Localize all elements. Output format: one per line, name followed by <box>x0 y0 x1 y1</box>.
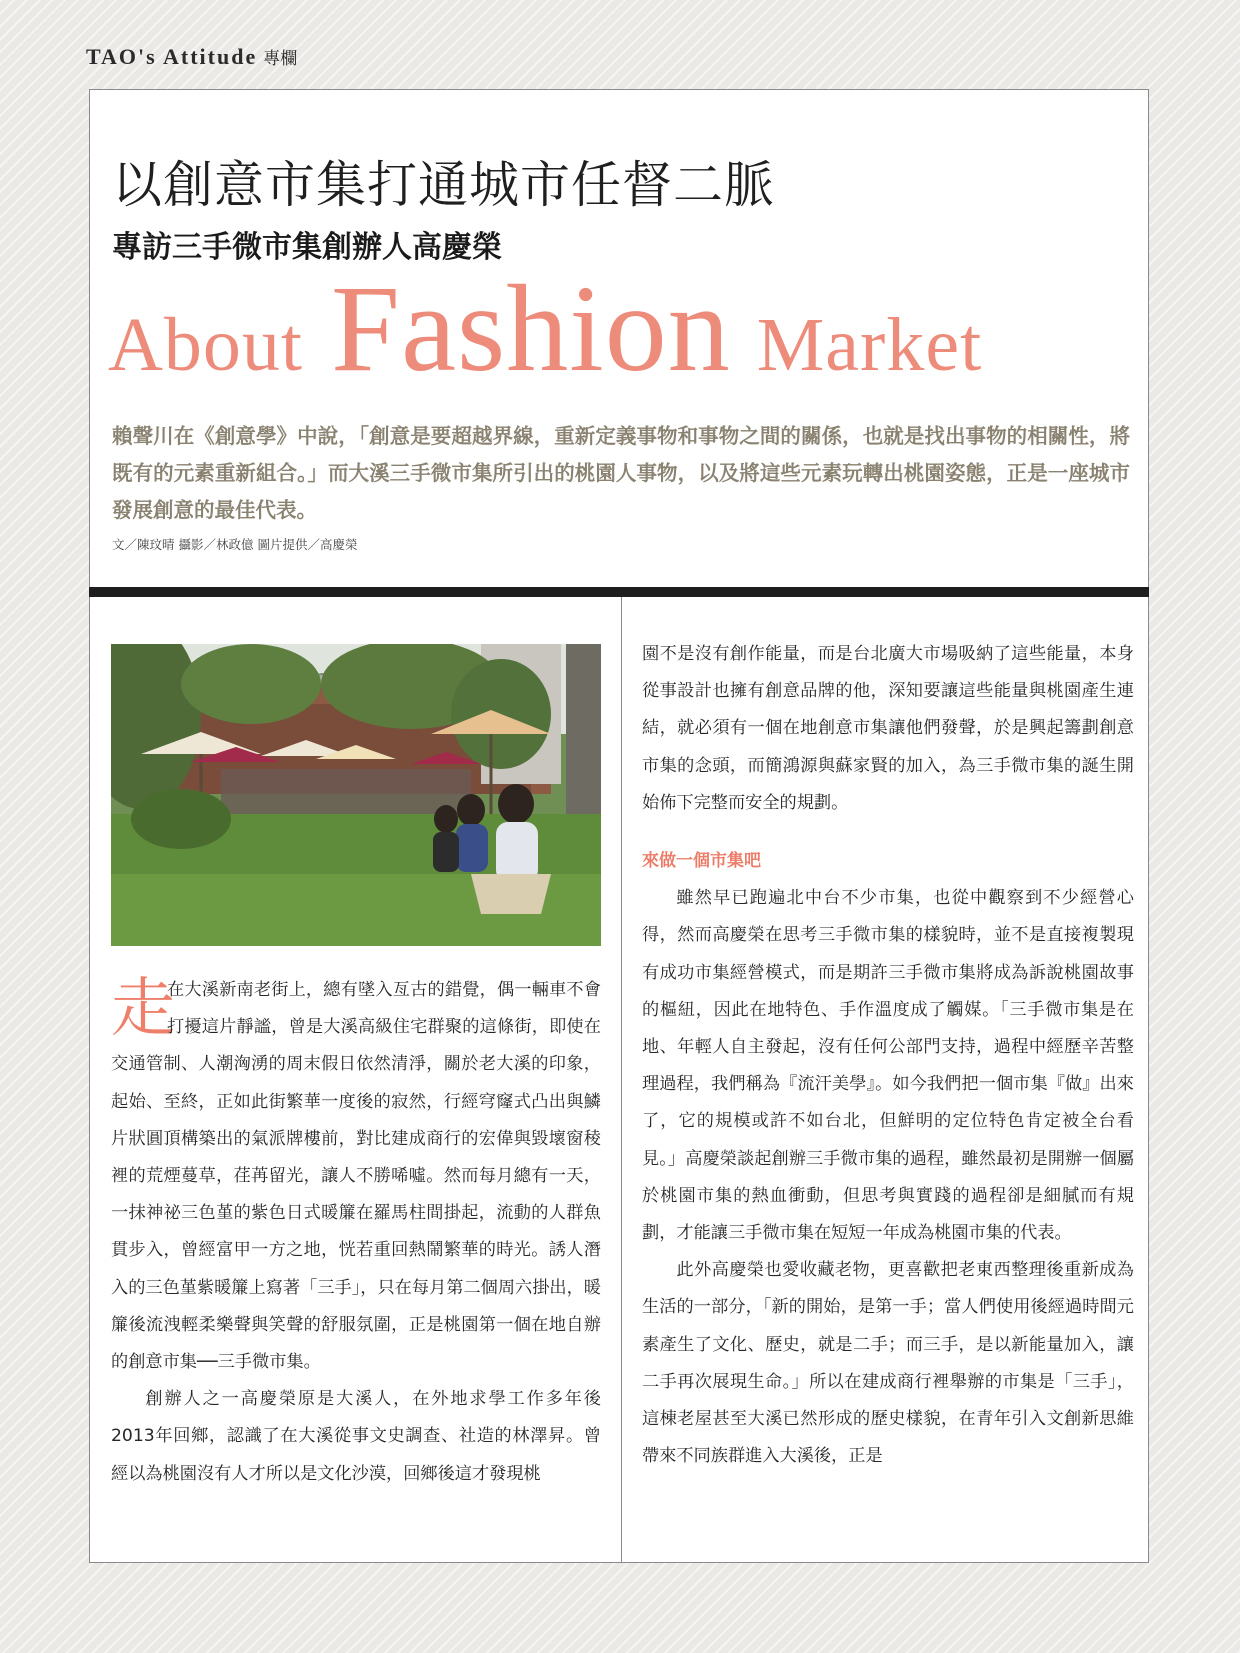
right-paragraph-3: 此外高慶榮也愛收藏老物，更喜歡把老東西整理後重新成為生活的一部分，「新的開始，是第一手；當人們使用後經過時間元素產生了文化、歷史，就是二手；而三手，是以新能量加入，讓二手再次展現生命。」所以在建成商行裡舉辦的市集是「三手」，這棟老屋甚至大溪已然形成的歷史樣貌，在青年引入文創新思維帶來不同族群進入大溪後，正是 <box>642 1260 1134 1467</box>
column-divider <box>621 597 622 1563</box>
article-title: 以創意市集打通城市任督二脈 <box>112 156 775 214</box>
dropcap: 走 <box>111 972 175 1046</box>
right-paragraph-2: 雖然早已跑遍北中台不少市集，也從中觀察到不少經營心得，然而高慶榮在思考三手微市集的樣貌時，並不是直接複製現有成功市集經營模式，而是期許三手微市集將成為訴說桃園故事的樞紐，因此在地特色、手作溫度成了觸媒。「三手微市集是在地、年輕人自主發起，沒有任何公部門支持，過程中經歷辛苦整理過程，我們稱為『流汗美學』。如今我們把一個市集『做』出來了，它的規模或許不如台北，但鮮明的定位特色肯定被全台看見。」高慶榮談起創辦三手微市集的過程，雖然最初是開辦一個屬於桃園市集的熱血衝動，但思考與實踐的過程卻是細膩而有規劃，才能讓三手微市集在短短一年成為桃園市集的代表。 <box>642 888 1134 1244</box>
banner-word-market: Market <box>756 303 983 387</box>
section-rule <box>89 587 1149 597</box>
left-paragraph-1 <box>111 972 601 1381</box>
column-sub: 專欄 <box>263 49 298 69</box>
banner-word-about: About <box>108 303 303 387</box>
article-subtitle: 專訪三手微市集創辦人高慶榮 <box>112 230 502 265</box>
section-heading: 來做一個市集吧 <box>642 851 761 872</box>
column-header <box>86 44 297 70</box>
left-paragraph-2: 創辦人之一高慶榮原是大溪人，在外地求學工作多年後2013年回鄉，認識了在大溪從事文史調查、社造的林澤昇。曾經以為桃園沒有人才所以是文化沙漠，回鄉後這才發現桃 <box>111 1389 601 1484</box>
column-name: TAO's Attitude <box>86 44 258 69</box>
decorative-banner <box>108 258 1008 397</box>
banner-word-fashion: Fashion <box>331 260 731 397</box>
lead-paragraph: 賴聲川在《創意學》中說，「創意是要超越界線，重新定義事物和事物之間的關係，也就是找出事物的相關性，將既有的元素重新組合。」而大溪三手微市集所引出的桃園人事物，以及將這些元素玩轉出桃園姿態，正是一座城市發展創意的最佳代表。 <box>112 424 1130 522</box>
right-column <box>642 636 1134 1475</box>
left-paragraph-1-text: 在大溪新南老街上，總有墜入亙古的錯覺，偶一輛車不會打擾這片靜謐，曾是大溪高級住宅群聚的這條街，即使在交通管制、人潮洶湧的周末假日依然清淨，關於老大溪的印象，起始、至終，正如此街繁華一度後的寂然，行經穹窿式凸出與鱗片狀圓頂構築出的氣派牌樓前，對比建成商行的宏偉與毀壞窗稜裡的荒煙蔓草，荏苒留光，讓人不勝唏噓。然而每月總有一天，一抹神祕三色堇的紫色日式暖簾在羅馬柱間掛起，流動的人群魚貫步入，曾經富甲一方之地，恍若重回熱鬧繁華的時光。誘人潛入的三色堇紫暖簾上寫著「三手」，只在每月第二個周六掛出，暖簾後流洩輕柔樂聲與笑聲的舒服氛圍，正是桃園第一個在地自辦的創意市集──三手微市集。 <box>111 980 601 1373</box>
left-column <box>111 972 601 1493</box>
right-paragraph-1: 園不是沒有創作能量，而是台北廣大市場吸納了這些能量，本身從事設計也擁有創意品牌的他，深知要讓這些能量與桃園產生連結，就必須有一個在地創意市集讓他們發聲，於是興起籌劃創意市集的念頭，而簡鴻源與蘇家賢的加入，為三手微市集的誕生開始佈下完整而安全的規劃。 <box>642 644 1134 813</box>
market-photo-icon <box>111 644 601 946</box>
credits: 文／陳玟晴 攝影／林政億 圖片提供／高慶榮 <box>112 537 358 552</box>
